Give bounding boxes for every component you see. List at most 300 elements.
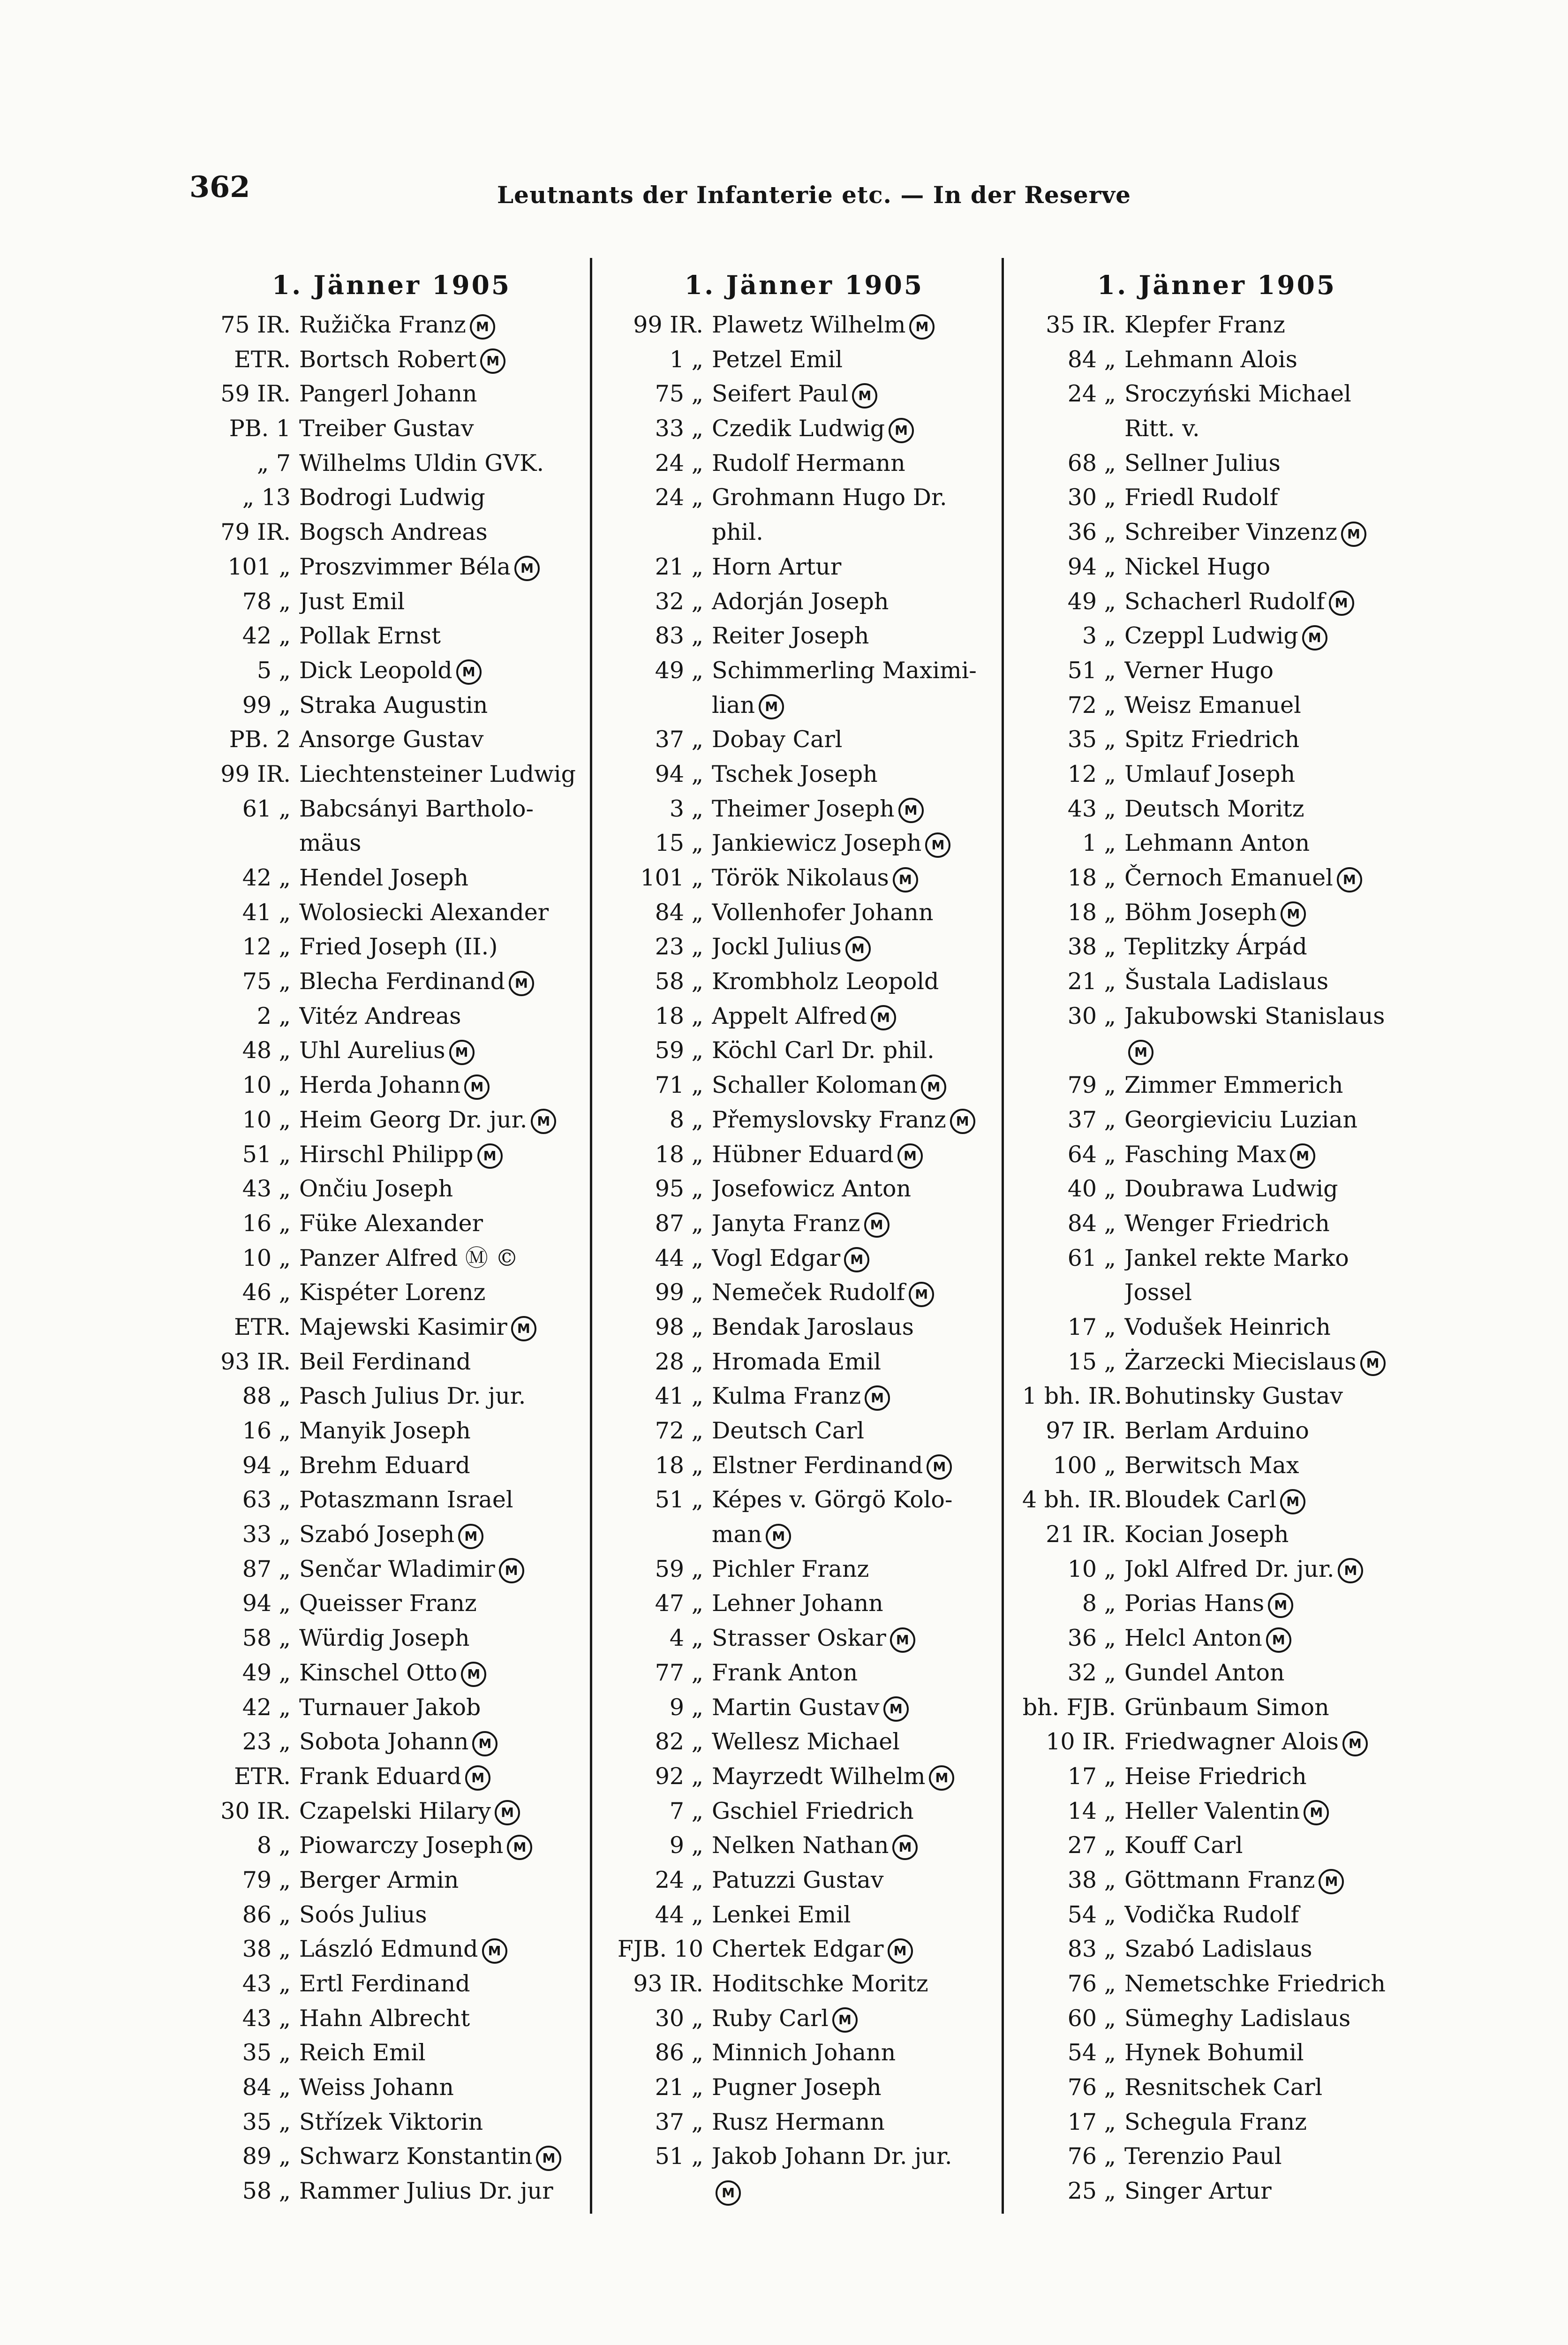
officer-name: Hoditschke Moritz xyxy=(712,1970,928,1997)
unit-designation: 4 bh. IR. xyxy=(1022,1486,1122,1513)
unit-designation: 61 „ xyxy=(242,795,291,822)
unit-designation: 60 „ xyxy=(1067,2005,1116,2032)
m-circle-icon: M xyxy=(1266,1627,1291,1653)
register-entry xyxy=(197,1759,586,1794)
officer-name: Resnitschek Carl xyxy=(1124,2074,1323,2101)
m-circle-icon: M xyxy=(1304,1800,1329,1825)
officer-name: Chertek Edgar M xyxy=(712,1932,999,1967)
officer-name: Jossel xyxy=(1124,1279,1192,1306)
unit-designation: 8 „ xyxy=(256,1832,291,1859)
m-circle-icon: M xyxy=(909,1282,934,1307)
register-entry xyxy=(197,2174,586,2209)
unit-designation: 54 „ xyxy=(1067,1901,1116,1928)
unit-designation: 61 „ xyxy=(1067,1244,1116,1271)
register-entry xyxy=(197,2035,586,2070)
unit-designation: 30 IR. xyxy=(220,1797,291,1824)
register-entry xyxy=(610,895,999,930)
register-entry xyxy=(610,2070,999,2105)
register-entry xyxy=(1022,2070,1411,2105)
register-entry xyxy=(197,1206,586,1241)
unit-designation: 8 „ xyxy=(1082,1590,1116,1617)
officer-name: Grünbaum Simon xyxy=(1124,1694,1329,1721)
register-entry xyxy=(1022,688,1411,723)
register-entry xyxy=(610,930,999,964)
officer-name: Hirschl Philipp M xyxy=(299,1137,586,1172)
officer-name: Jakubowski Stanislaus xyxy=(1124,1002,1385,1029)
m-circle-icon: M xyxy=(852,383,877,408)
register-entry xyxy=(197,584,586,619)
register-entry xyxy=(1022,1310,1411,1345)
unit-designation: 41 „ xyxy=(242,899,291,926)
unit-designation: 10 „ xyxy=(242,1072,291,1099)
unit-designation: 59 „ xyxy=(655,1037,703,1064)
register-entry xyxy=(1022,1033,1411,1068)
officer-name: Lehner Johann xyxy=(712,1590,883,1617)
unit-designation: 40 „ xyxy=(1067,1175,1116,1203)
unit-designation: 8 „ xyxy=(669,1106,703,1133)
unit-designation xyxy=(1022,411,1124,446)
unit-designation: 101 „ xyxy=(640,864,703,891)
unit-designation: 86 „ xyxy=(655,2039,703,2066)
officer-name: Just Emil xyxy=(299,588,405,615)
officer-name: Jokl Alfred Dr. jur. M xyxy=(1124,1552,1411,1587)
register-entry xyxy=(1022,2139,1411,2174)
officer-name: Helcl Anton M xyxy=(1124,1621,1411,1656)
register-entry xyxy=(1022,480,1411,515)
m-circle-icon: M xyxy=(495,1800,520,1825)
officer-name: Pichler Franz xyxy=(712,1555,869,1582)
officer-name: Panzer Alfred Ⓜ © xyxy=(299,1244,519,1271)
officer-name: Queisser Franz xyxy=(299,1590,477,1617)
officer-name: Bohutinsky Gustav xyxy=(1124,1383,1343,1410)
officer-name: Żarzecki Miecislaus M xyxy=(1124,1345,1411,1379)
unit-designation: ETR. xyxy=(234,346,291,373)
officer-name: Georgieviciu Luzian xyxy=(1124,1106,1358,1133)
officer-name: Frank Eduard M xyxy=(299,1759,586,1794)
officer-name: Treiber Gustav xyxy=(299,415,474,442)
register-entry xyxy=(610,1310,999,1345)
unit-designation: 84 „ xyxy=(242,2074,291,2101)
register-entry xyxy=(197,480,586,515)
unit-designation: ETR. xyxy=(234,1763,291,1790)
register-entry xyxy=(1022,1656,1411,1690)
register-entry xyxy=(1022,1103,1411,1137)
register-entry xyxy=(610,1621,999,1656)
m-circle-icon: M xyxy=(1302,625,1327,651)
officer-name: Schwarz Konstantin M xyxy=(299,2139,586,2174)
unit-designation: 76 „ xyxy=(1067,2143,1116,2170)
unit-designation: 92 „ xyxy=(655,1763,703,1790)
unit-designation: 77 „ xyxy=(655,1659,703,1686)
register-entry xyxy=(610,1068,999,1103)
officer-name: Umlauf Joseph xyxy=(1124,760,1296,787)
register-entry xyxy=(1022,1379,1411,1414)
m-circle-icon: M xyxy=(1338,1558,1363,1583)
register-entry xyxy=(1022,2001,1411,2036)
unit-designation: 43 „ xyxy=(242,1175,291,1203)
register-entry xyxy=(197,1690,586,1725)
unit-designation: 21 „ xyxy=(1067,968,1116,995)
m-circle-icon: M xyxy=(531,1109,556,1134)
unit-designation: 9 „ xyxy=(669,1694,703,1721)
unit-designation: bh. FJB. xyxy=(1022,1694,1116,1721)
officer-name: Heim Georg Dr. jur. M xyxy=(299,1103,586,1137)
m-circle-icon: M xyxy=(898,798,924,823)
register-entry xyxy=(1022,1828,1411,1863)
officer-name: Képes v. Görgö Kolo- xyxy=(712,1486,953,1513)
officer-name: Wilhelms Uldin GVK. xyxy=(299,449,544,477)
officer-name: Babcsányi Bartholo- xyxy=(299,795,534,822)
unit-designation: 30 „ xyxy=(1067,484,1116,511)
unit-designation: 99 IR. xyxy=(220,760,291,787)
officer-name: Přemyslovsky Franz M xyxy=(712,1103,999,1137)
m-circle-icon: M xyxy=(892,1835,918,1860)
unit-designation: 83 „ xyxy=(1067,1936,1116,1963)
officer-name: Deutsch Carl xyxy=(712,1417,865,1444)
column-heading: 1. Jänner 1905 xyxy=(1097,270,1337,300)
register-entry xyxy=(197,722,586,757)
register-entry xyxy=(197,308,586,342)
officer-name: Porias Hans M xyxy=(1124,1586,1411,1621)
register-entry xyxy=(610,826,999,861)
unit-designation xyxy=(197,826,299,861)
officer-name: Fried Joseph (II.) xyxy=(299,933,498,961)
unit-designation: 18 „ xyxy=(1067,864,1116,891)
register-entry xyxy=(610,515,999,550)
officer-name: Göttmann Franz M xyxy=(1124,1863,1411,1898)
register-entry xyxy=(197,1863,586,1898)
officer-name: Wolosiecki Alexander xyxy=(299,899,549,926)
unit-designation: 72 „ xyxy=(655,1417,703,1444)
unit-designation: 36 „ xyxy=(1067,1625,1116,1652)
officer-name: Krombholz Leopold xyxy=(712,968,939,995)
register-entry xyxy=(1022,722,1411,757)
officer-name: Gschiel Friedrich xyxy=(712,1797,914,1824)
register-entry xyxy=(610,550,999,584)
officer-name: Teplitzky Árpád xyxy=(1124,933,1307,961)
unit-designation: 79 IR. xyxy=(220,519,291,546)
unit-designation: 51 „ xyxy=(242,1141,291,1168)
officer-name: Josefowicz Anton xyxy=(712,1175,912,1203)
register-entry xyxy=(197,964,586,999)
register-entry xyxy=(1022,1275,1411,1310)
register-entry xyxy=(610,861,999,895)
officer-name: Bodrogi Ludwig xyxy=(299,484,485,511)
unit-designation: 37 „ xyxy=(655,2108,703,2135)
officer-name: Dick Leopold M xyxy=(299,653,586,688)
officer-name: Nemeček Rudolf M xyxy=(712,1275,999,1310)
register-entry xyxy=(610,722,999,757)
officer-name: Frank Anton xyxy=(712,1659,858,1686)
officer-name: Hendel Joseph xyxy=(299,864,469,891)
register-entry xyxy=(1022,308,1411,342)
unit-designation: 18 „ xyxy=(655,1452,703,1479)
register-entry xyxy=(197,1275,586,1310)
officer-name: Ruby Carl M xyxy=(712,2001,999,2036)
unit-designation: 33 „ xyxy=(655,415,703,442)
officer-name: Majewski Kasimir M xyxy=(299,1310,586,1345)
officer-name: Patuzzi Gustav xyxy=(712,1866,884,1893)
unit-designation: 44 „ xyxy=(655,1244,703,1271)
register-entry xyxy=(197,1828,586,1863)
register-entry xyxy=(1022,2174,1411,2209)
officer-name: Černoch Emanuel M xyxy=(1124,861,1411,895)
officer-name: Sümeghy Ladislaus xyxy=(1124,2005,1351,2032)
officer-name: Kouff Carl xyxy=(1124,1832,1243,1859)
unit-designation: 88 „ xyxy=(242,1383,291,1410)
register-entry xyxy=(1022,2105,1411,2140)
column-rule xyxy=(590,258,592,2214)
unit-designation: 18 „ xyxy=(655,1141,703,1168)
unit-designation: 17 „ xyxy=(1067,1313,1116,1340)
officer-name: Jankel rekte Marko xyxy=(1124,1244,1349,1271)
register-entry xyxy=(610,1932,999,1967)
register-entry xyxy=(1022,930,1411,964)
register-entry xyxy=(1022,757,1411,792)
m-circle-icon: M xyxy=(1341,522,1366,547)
officer-name: Schimmerling Maximi- xyxy=(712,657,977,684)
unit-designation: 1 „ xyxy=(1082,830,1116,857)
register-entry xyxy=(610,1483,999,1517)
officer-name: man M xyxy=(712,1517,999,1552)
entry-list xyxy=(1022,308,1411,2209)
officer-name: Manyik Joseph xyxy=(299,1417,471,1444)
officer-name: Horn Artur xyxy=(712,553,842,580)
unit-designation: 79 „ xyxy=(1067,1072,1116,1099)
register-entry xyxy=(197,515,586,550)
unit-designation: 54 „ xyxy=(1067,2039,1116,2066)
officer-name: Tschek Joseph xyxy=(712,760,878,787)
register-entry xyxy=(610,1828,999,1863)
unit-designation: 37 „ xyxy=(655,726,703,753)
unit-designation: 1 „ xyxy=(669,346,703,373)
m-circle-icon: M xyxy=(759,694,784,719)
unit-designation: 7 „ xyxy=(669,1797,703,1824)
officer-name: Vodušek Heinrich xyxy=(1124,1313,1331,1340)
officer-name: Beil Ferdinand xyxy=(299,1348,471,1375)
unit-designation: 59 IR. xyxy=(220,380,291,408)
unit-designation: 95 „ xyxy=(655,1175,703,1203)
unit-designation: 30 „ xyxy=(1067,1002,1116,1029)
register-entry xyxy=(197,861,586,895)
register-entry xyxy=(1022,964,1411,999)
m-circle-icon: M xyxy=(921,1074,946,1100)
column-heading: 1. Jänner 1905 xyxy=(271,270,512,300)
unit-designation: 46 „ xyxy=(242,1279,291,1306)
m-circle-icon: M xyxy=(845,936,871,961)
m-circle-icon: M xyxy=(470,314,495,340)
officer-name: Hahn Albrecht xyxy=(299,2005,470,2032)
register-entry xyxy=(1022,619,1411,653)
unit-designation: 94 „ xyxy=(1067,553,1116,580)
unit-designation: 10 IR. xyxy=(1046,1728,1116,1755)
officer-name: Reich Emil xyxy=(299,2039,426,2066)
officer-name: Heise Friedrich xyxy=(1124,1763,1307,1790)
register-entry xyxy=(1022,1725,1411,1759)
unit-designation: 33 „ xyxy=(242,1521,291,1548)
unit-designation: 72 „ xyxy=(1067,691,1116,719)
register-entry xyxy=(197,2105,586,2140)
officer-name: Minnich Johann xyxy=(712,2039,896,2066)
unit-designation: 71 „ xyxy=(655,1072,703,1099)
m-circle-icon: M xyxy=(897,1143,923,1169)
m-circle-icon: M xyxy=(909,314,935,340)
officer-name: Lehmann Anton xyxy=(1124,830,1310,857)
running-head: Leutnants der Infanterie etc. — In der Reserve xyxy=(497,181,1131,209)
m-circle-icon: M xyxy=(1268,1593,1293,1618)
m-circle-icon: M xyxy=(927,1454,952,1480)
register-entry xyxy=(610,1033,999,1068)
officer-name: Střízek Viktorin xyxy=(299,2108,483,2135)
officer-name: Terenzio Paul xyxy=(1124,2143,1282,2170)
register-entry xyxy=(197,1483,586,1517)
unit-designation: 58 „ xyxy=(242,1625,291,1652)
unit-designation: ETR. xyxy=(234,1313,291,1340)
register-entry xyxy=(610,619,999,653)
unit-designation: 10 „ xyxy=(1067,1555,1116,1582)
officer-name: mäus xyxy=(299,830,362,857)
unit-designation: 42 „ xyxy=(242,1694,291,1721)
officer-name: Schreiber Vinzenz M xyxy=(1124,515,1411,550)
officer-name: Mayrzedt Wilhelm M xyxy=(712,1759,999,1794)
register-entry xyxy=(610,1517,999,1552)
register-entry xyxy=(610,1690,999,1725)
officer-name: Kispéter Lorenz xyxy=(299,1279,486,1306)
officer-name: Weiss Johann xyxy=(299,2074,454,2101)
m-circle-icon: M xyxy=(1319,1869,1344,1894)
register-entry xyxy=(610,1379,999,1414)
unit-designation: 87 „ xyxy=(242,1555,291,1582)
register-entry xyxy=(197,550,586,584)
officer-name: Soós Julius xyxy=(299,1901,427,1928)
register-entry xyxy=(197,1517,586,1552)
unit-designation: 16 „ xyxy=(242,1210,291,1237)
officer-name: Sobota Johann M xyxy=(299,1725,586,1759)
officer-name: Šustala Ladislaus xyxy=(1124,968,1329,995)
m-circle-icon: M xyxy=(844,1247,869,1272)
m-circle-icon: M xyxy=(890,1627,915,1653)
m-circle-icon: M xyxy=(1337,867,1362,893)
unit-designation: 59 „ xyxy=(655,1555,703,1582)
m-circle-icon: M xyxy=(514,556,540,581)
register-entry xyxy=(610,1345,999,1379)
officer-name: Ansorge Gustav xyxy=(299,726,484,753)
unit-designation: 28 „ xyxy=(655,1348,703,1375)
register-entry xyxy=(197,1241,586,1276)
unit-designation: 17 „ xyxy=(1067,1763,1116,1790)
unit-designation: 94 „ xyxy=(242,1452,291,1479)
unit-designation: 35 „ xyxy=(1067,726,1116,753)
m-circle-icon: M xyxy=(507,1835,532,1860)
register-entry xyxy=(1022,1690,1411,1725)
officer-name: Ertl Ferdinand xyxy=(299,1970,470,1997)
register-entry xyxy=(1022,411,1411,446)
register-entry xyxy=(197,377,586,411)
unit-designation: 30 „ xyxy=(655,2005,703,2032)
unit-designation: 43 „ xyxy=(242,1970,291,1997)
unit-designation: 38 „ xyxy=(1067,1866,1116,1893)
officer-name: Heller Valentin M xyxy=(1124,1794,1411,1829)
register-entry xyxy=(197,1656,586,1690)
register-entry xyxy=(1022,1345,1411,1379)
unit-designation: 48 „ xyxy=(242,1037,291,1064)
register-entry xyxy=(197,1103,586,1137)
m-circle-icon: M xyxy=(1128,1040,1153,1065)
m-circle-icon: M xyxy=(883,1696,909,1722)
officer-name: Hynek Bohumil xyxy=(1124,2039,1304,2066)
register-entry xyxy=(610,1103,999,1137)
unit-designation: 36 „ xyxy=(1067,519,1116,546)
register-entry xyxy=(197,1310,586,1345)
register-entry xyxy=(1022,999,1411,1034)
register-entry xyxy=(197,446,586,481)
register-entry xyxy=(610,1586,999,1621)
officer-name: Jakob Johann Dr. jur. xyxy=(712,2143,952,2170)
m-circle-icon: M xyxy=(893,867,918,893)
officer-name: phil. xyxy=(712,519,763,546)
register-entry xyxy=(197,792,586,826)
unit-designation: 2 „ xyxy=(256,1002,291,1029)
entry-list xyxy=(197,308,586,2209)
officer-name: Pangerl Johann xyxy=(299,380,477,408)
register-entry xyxy=(1022,1241,1411,1276)
register-entry xyxy=(1022,550,1411,584)
unit-designation xyxy=(610,1517,712,1552)
register-entry xyxy=(610,2139,999,2174)
register-entry xyxy=(610,1448,999,1483)
unit-designation: 18 „ xyxy=(655,1002,703,1029)
officer-name: László Edmund M xyxy=(299,1932,586,1967)
unit-designation: 24 „ xyxy=(655,1866,703,1893)
m-circle-icon: M xyxy=(1290,1143,1315,1169)
officer-name: Kulma Franz M xyxy=(712,1379,999,1414)
m-circle-icon: M xyxy=(1280,1489,1305,1514)
register-entry xyxy=(197,1794,586,1829)
unit-designation: 97 IR. xyxy=(1046,1417,1116,1444)
register-entry xyxy=(1022,1932,1411,1967)
unit-designation: 64 „ xyxy=(1067,1141,1116,1168)
unit-designation: 87 „ xyxy=(655,1210,703,1237)
register-entry xyxy=(1022,446,1411,481)
m-circle-icon: M xyxy=(864,1212,890,1238)
officer-name: Proszvimmer Béla M xyxy=(299,550,586,584)
unit-designation: 51 „ xyxy=(1067,657,1116,684)
register-entry xyxy=(197,1379,586,1414)
register-entry xyxy=(610,757,999,792)
unit-designation: 24 „ xyxy=(655,449,703,477)
unit-designation: 17 „ xyxy=(1067,2108,1116,2135)
unit-designation: 99 „ xyxy=(242,691,291,719)
unit-designation: 86 „ xyxy=(242,1901,291,1928)
unit-designation: 82 „ xyxy=(655,1728,703,1755)
page-number: 362 xyxy=(189,170,250,204)
unit-designation: 24 „ xyxy=(1067,380,1116,408)
officer-name: Senčar Wladimir M xyxy=(299,1552,586,1587)
register-entry xyxy=(610,446,999,481)
m-circle-icon: M xyxy=(929,1765,954,1791)
officer-name: Rammer Julius Dr. jur xyxy=(299,2178,553,2205)
unit-designation: 9 „ xyxy=(669,1832,703,1859)
unit-designation: 63 „ xyxy=(242,1486,291,1513)
m-circle-icon: M xyxy=(482,1938,507,1964)
register-entry xyxy=(197,826,586,861)
m-circle-icon: M xyxy=(458,1524,483,1549)
register-entry xyxy=(610,2105,999,2140)
register-entry xyxy=(1022,1448,1411,1483)
register-entry xyxy=(1022,1206,1411,1241)
m-circle-icon: M xyxy=(1329,590,1354,616)
register-entry xyxy=(197,1586,586,1621)
